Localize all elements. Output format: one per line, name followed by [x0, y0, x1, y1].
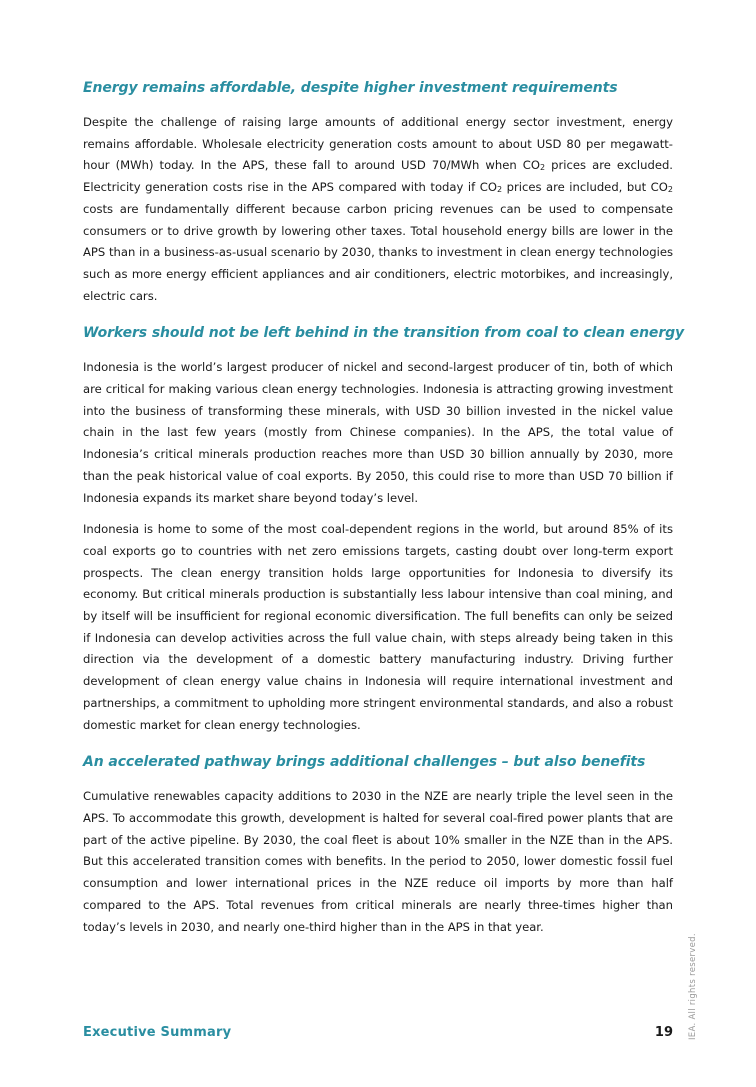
- paragraph-critical-minerals: Indonesia is the world’s largest producer of nickel and second-largest producer of tin, both of which are critical for making various clean energy technologies. Indonesia is attracting growing investment into the business of transforming these minerals, with USD 30 billion invested in the nickel value chain in the last few years (mostly from Chinese companies). In the APS, the total value of Indonesia’s critical minerals production reaches more than USD 30 billion annually by 2030, more than the peak historical value of coal exports. By 2050, this could rise to more than USD 70 billion if Indonesia expands its market share beyond today’s level.: [83, 360, 673, 505]
- paragraph-text: costs are fundamentally different because carbon pricing revenues can be used to compensate consumers or to drive growth by lowering other taxes. Total household energy bills are lower in the APS than in a business-as-usual scenario by 2030, thanks to investment in clean energy technologies such as more energy efficient appliances and air conditioners, electric motorbikes, and increasingly, electric cars.: [83, 201, 673, 303]
- page-body: [83, 78, 685, 948]
- paragraph-text: prices are included, but CO: [502, 180, 668, 195]
- co2-subscript: 2: [496, 185, 503, 195]
- paragraph-affordable: [83, 112, 673, 307]
- section-heading-workers: Workers should not be left behind in the transition from coal to clean energy: [83, 325, 685, 342]
- paragraph-nze-pathway: Cumulative renewables capacity additions to 2030 in the NZE are nearly triple the level seen in the APS. To accommodate this growth, development is halted for several coal-fired power plants that are part of the active pipeline. By 2030, the coal fleet is about 10% smaller in the NZE than in the APS. But this accelerated transition comes with benefits. In the period to 2050, lower domestic fossil fuel consumption and lower international prices in the NZE reduce oil imports by more than half compared to the APS. Total revenues from critical minerals are nearly three-times higher than today’s levels in 2030, and nearly one-third higher than in the APS in that year.: [83, 789, 673, 934]
- rights-notice: IEA. All rights reserved.: [688, 933, 698, 1040]
- page-number: 19: [654, 1025, 673, 1040]
- section-heading-affordable: Energy remains affordable, despite higher investment requirements: [83, 80, 618, 96]
- paragraph-text: prices are excluded. Electricity generation costs rise in the APS compared with today if CO: [83, 158, 673, 195]
- co2-subscript: 2: [540, 163, 546, 173]
- paragraph-text: Despite the challenge of raising large amounts of additional energy sector investment, energy remains affordable. Wholesale electricity generation costs amount to about USD 80 per megawatt-hour (MWh) today. In the APS, these fall to around USD 70/MWh when CO: [83, 115, 673, 173]
- section-heading-accelerated: An accelerated pathway brings additional challenges – but also benefits: [83, 754, 646, 771]
- footer-section-label: Executive Summary: [83, 1025, 232, 1040]
- paragraph-coal-regions: Indonesia is home to some of the most coal-dependent regions in the world, but around 85% of its coal exports go to countries with net zero emissions targets, casting doubt over long-term export prospects. The clean energy transition holds large opportunities for Indonesia to diversify its economy. But critical minerals production is substantially less labour intensive than coal mining, and by itself will be insufficient for regional economic diversification. The full benefits can only be seized if Indonesia can develop activities across the full value chain, with steps already being taken in this direction via the development of a domestic battery manufacturing industry. Driving further development of clean energy value chains in Indonesia will require international investment and partnerships, a commitment to upholding more stringent environmental standards, and also a robust domestic market for clean energy technologies.: [83, 522, 673, 732]
- co2-subscript: 2: [667, 185, 673, 195]
